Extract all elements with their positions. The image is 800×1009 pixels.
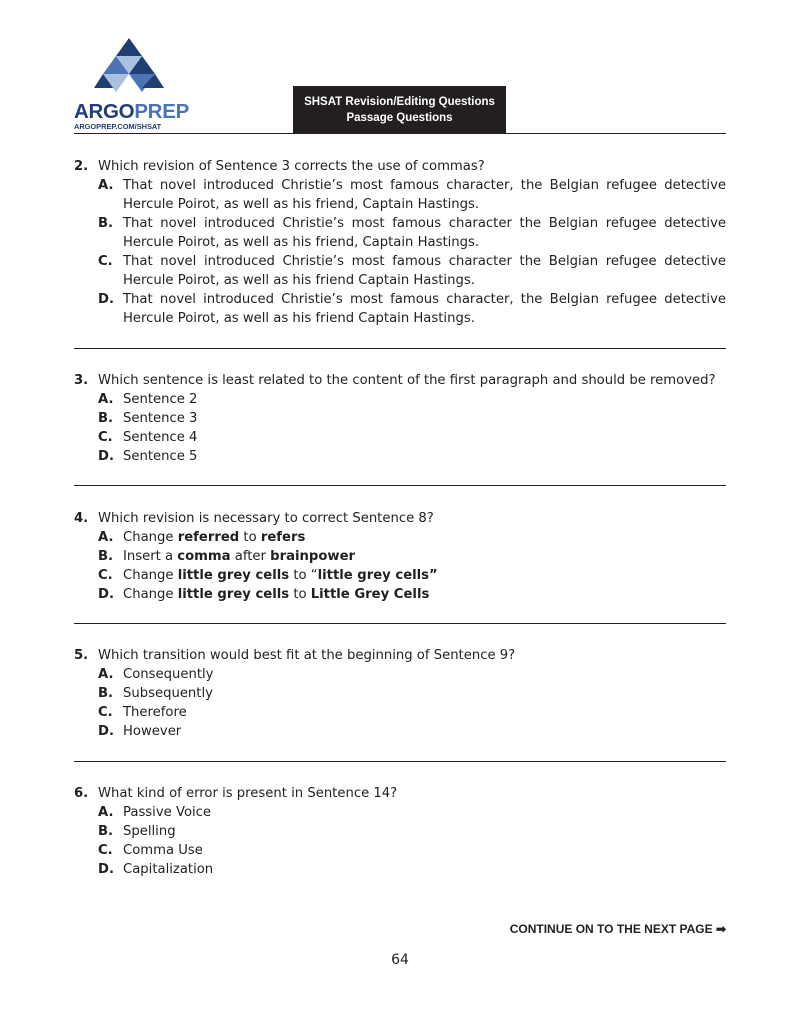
header-divider xyxy=(74,133,726,134)
option-letter: A. xyxy=(98,805,114,820)
argoprep-logo xyxy=(74,38,189,131)
option-text: Capitalization xyxy=(123,862,214,877)
option-letter: D. xyxy=(98,724,114,739)
option-text-bold: little grey cells xyxy=(177,587,290,602)
option-letter: A. xyxy=(98,530,114,545)
option-letter: A. xyxy=(98,178,114,193)
logo-wordmark-prep: PREP xyxy=(134,100,189,123)
question-text: Which revision is necessary to correct Sentence 8? xyxy=(98,511,434,526)
option-text: Sentence 2 xyxy=(123,392,198,407)
question-divider xyxy=(74,348,726,349)
option-letter: B. xyxy=(98,216,114,231)
section-title: SHSAT Revision/Editing Questions xyxy=(304,96,495,108)
option-text-part: to “ xyxy=(289,568,318,583)
option-text-bold: little grey cells” xyxy=(317,568,438,583)
option-text-part: after xyxy=(230,549,271,564)
question-divider xyxy=(74,623,726,624)
option-text-part: to xyxy=(289,587,311,602)
question-4 xyxy=(74,509,726,604)
answer-option-c[interactable] xyxy=(74,566,726,585)
answer-option-a[interactable] xyxy=(74,176,726,214)
option-letter: C. xyxy=(98,705,113,720)
answer-option-b[interactable] xyxy=(74,547,726,566)
option-text: Therefore xyxy=(123,705,187,720)
option-letter: D. xyxy=(98,862,114,877)
option-letter: D. xyxy=(98,449,114,464)
logo-wordmark xyxy=(74,100,189,124)
option-text: That novel introduced Christie’s most famous character the Belgian refugee detective Hercule Poirot, as well as his friend, Captain Hastings. xyxy=(123,216,726,250)
option-text-part: Insert a xyxy=(123,549,178,564)
option-letter: A. xyxy=(98,667,114,682)
question-text: What kind of error is present in Sentence 14? xyxy=(98,786,398,801)
answer-option-c[interactable] xyxy=(74,841,726,860)
answer-option-b[interactable] xyxy=(74,684,726,703)
option-letter: D. xyxy=(98,292,114,307)
answer-option-d[interactable] xyxy=(74,290,726,328)
answer-option-d[interactable] xyxy=(74,585,726,604)
option-text-bold: brainpower xyxy=(270,549,356,564)
question-text: Which sentence is least related to the content of the first paragraph and should be removed? xyxy=(98,373,716,388)
option-letter: C. xyxy=(98,254,113,269)
question-text: Which revision of Sentence 3 corrects the use of commas? xyxy=(98,159,485,174)
question-number: 3. xyxy=(74,373,89,388)
question-2 xyxy=(74,157,726,328)
option-text: Sentence 5 xyxy=(123,449,198,464)
option-text-bold: referred xyxy=(177,530,240,545)
option-letter: B. xyxy=(98,686,114,701)
section-header-box xyxy=(293,86,506,133)
option-text xyxy=(123,528,726,547)
option-text xyxy=(123,566,726,585)
answer-option-d[interactable] xyxy=(74,860,726,879)
option-text-bold: little grey cells xyxy=(177,568,290,583)
option-text: Sentence 3 xyxy=(123,411,198,426)
option-text: Consequently xyxy=(123,667,214,682)
option-text-part: Change xyxy=(123,568,178,583)
question-divider xyxy=(74,485,726,486)
option-text: Subsequently xyxy=(123,686,213,701)
option-text: That novel introduced Christie’s most famous character the Belgian refugee detective Hercule Poirot, as well as his friend Captain Hastings. xyxy=(123,254,726,288)
option-text xyxy=(123,585,726,604)
logo-wordmark-argo: ARGO xyxy=(74,100,135,123)
option-text-part: Change xyxy=(123,587,178,602)
question-text: Which transition would best fit at the beginning of Sentence 9? xyxy=(98,648,516,663)
option-text: That novel introduced Christie’s most famous character, the Belgian refugee detective Hercule Poirot, as well as his friend Captain Hastings. xyxy=(123,292,726,326)
option-text-bold: Little Grey Cells xyxy=(310,587,430,602)
question-3 xyxy=(74,371,726,466)
option-text: However xyxy=(123,724,182,739)
option-letter: C. xyxy=(98,430,113,445)
question-number: 4. xyxy=(74,511,89,526)
option-letter: C. xyxy=(98,568,113,583)
option-text-bold: refers xyxy=(260,530,306,545)
option-letter: B. xyxy=(98,824,114,839)
question-prompt xyxy=(74,509,726,528)
option-text: Passive Voice xyxy=(123,805,212,820)
question-6 xyxy=(74,784,726,879)
question-number: 2. xyxy=(74,159,89,174)
logo-url: ARGOPREP.COM/SHSAT xyxy=(74,122,162,131)
answer-option-b[interactable] xyxy=(74,409,726,428)
option-letter: C. xyxy=(98,843,113,858)
section-subtitle: Passage Questions xyxy=(346,112,453,124)
option-letter: D. xyxy=(98,587,114,602)
question-prompt xyxy=(74,157,726,176)
page-number: 64 xyxy=(391,952,409,968)
option-text xyxy=(123,547,726,566)
question-prompt xyxy=(74,646,726,665)
option-letter: B. xyxy=(98,549,114,564)
answer-option-c[interactable] xyxy=(74,703,726,722)
option-text: Comma Use xyxy=(123,843,203,858)
question-prompt xyxy=(74,371,726,390)
answer-option-b[interactable] xyxy=(74,214,726,252)
question-prompt xyxy=(74,784,726,803)
question-5 xyxy=(74,646,726,741)
option-letter: A. xyxy=(98,392,114,407)
answer-option-a[interactable] xyxy=(74,390,726,409)
answer-option-d[interactable] xyxy=(74,722,726,741)
triangle-mosaic-icon xyxy=(94,38,164,96)
option-letter: B. xyxy=(98,411,114,426)
answer-option-b[interactable] xyxy=(74,822,726,841)
answer-option-a[interactable] xyxy=(74,803,726,822)
answer-option-a[interactable] xyxy=(74,665,726,684)
option-text-part: Change xyxy=(123,530,178,545)
question-number: 6. xyxy=(74,786,89,801)
option-text: Sentence 4 xyxy=(123,430,198,445)
option-text-bold: comma xyxy=(177,549,231,564)
answer-option-c[interactable] xyxy=(74,428,726,447)
answer-option-c[interactable] xyxy=(74,252,726,290)
answer-option-a[interactable] xyxy=(74,528,726,547)
question-divider xyxy=(74,761,726,762)
option-text: Spelling xyxy=(123,824,176,839)
answer-option-d[interactable] xyxy=(74,447,726,466)
option-text-part: to xyxy=(239,530,261,545)
option-text: That novel introduced Christie’s most famous character, the Belgian refugee detective Hercule Poirot, as well as his friend, Captain Hastings. xyxy=(123,178,726,212)
question-number: 5. xyxy=(74,648,89,663)
continue-next-page-label: CONTINUE ON TO THE NEXT PAGE ➡ xyxy=(509,922,726,936)
